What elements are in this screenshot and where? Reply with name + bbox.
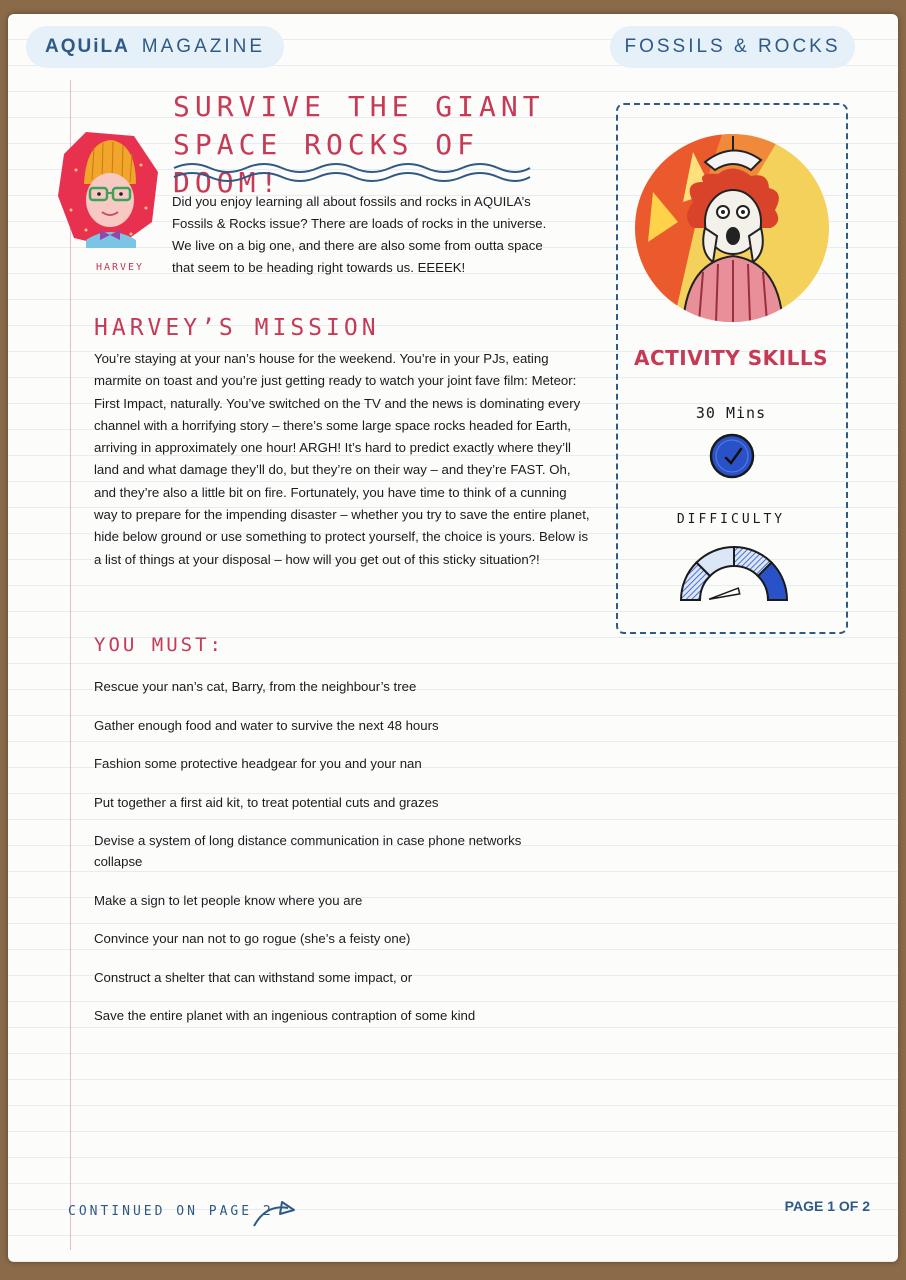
wave-divider-icon: [172, 160, 532, 184]
activity-skills-title: ACTIVITY SKILLS: [634, 346, 828, 370]
list-item: Rescue your nan’s cat, Barry, from the neighbour’s tree: [94, 679, 417, 694]
harvey-avatar-icon: [56, 130, 161, 260]
list-item: Put together a first aid kit, to treat potential cuts and grazes: [94, 794, 439, 810]
scared-character-illustration: [633, 132, 831, 324]
issue-topic: FOSSILS & ROCKS: [624, 36, 841, 57]
difficulty-gauge-icon: [677, 540, 791, 604]
mission-heading: HARVEY’S MISSION: [94, 315, 380, 341]
title-line-1: SURVIVE THE GIANT: [173, 90, 545, 123]
difficulty-label: DIFFICULTY: [676, 512, 786, 527]
magazine-brand-pill: [26, 26, 284, 68]
list-item: Make a sign to let people know where you are: [94, 892, 363, 908]
brand-name: AQUiLA: [44, 36, 130, 57]
page-title: [173, 88, 573, 202]
list-item: Devise a system of long distance communication in case phone networks collapse: [94, 833, 522, 869]
list-item: Construct a shelter that can withstand some impact, or: [94, 969, 413, 985]
activity-time: 30 Mins: [695, 404, 767, 422]
mission-paragraph: You’re staying at your nan’s house for the weekend. You’re in your PJs, eating marmite on toast and you’re just getting ready to watch your joint fave film: Meteor: First Impact, naturally. You’ve switched on the TV and the news is dominating every channel with a horrifying story – there’s some large space rocks headed for Earth, arriving in approximately one hour! ARGH! It’s hard to predict exactly where they’ll land and what damage they’ll do, but they’re on their way – and they’re FAST. Oh, and they’re also a little bit on fire. Fortunately, you have time to think of a cunning way to prepare for the impending disaster – whether you try to save the entire planet, hide below ground or use something to protect yourself, the choice is yours. Below is a list of things at your disposal – how will you get out of this sticky situation?!: [94, 351, 590, 567]
avatar-caption: HARVEY: [95, 262, 145, 273]
must-list: [94, 676, 564, 1044]
title-line-2: SPACE ROCKS OF DOOM!: [173, 128, 480, 199]
list-item: Gather enough food and water to survive the next 48 hours: [94, 717, 439, 733]
curved-arrow-icon: [250, 1196, 300, 1230]
intro-paragraph: Did you enjoy learning all about fossils and rocks in AQUILA’s Fossils & Rocks issue? There are loads of rocks in the universe. We live on a big one, and there are also some from outta space that seem to be heading right towards us. EEEEK!: [172, 194, 547, 275]
continued-on-page-2: CONTINUED ON PAGE 2: [68, 1204, 274, 1219]
list-item: Fashion some protective headgear for you and your nan: [94, 756, 422, 771]
must-heading: YOU MUST:: [94, 634, 224, 656]
clock-icon: [708, 432, 756, 480]
brand-suffix: MAGAZINE: [141, 36, 266, 57]
list-item: Convince your nan not to go rogue (she’s a feisty one): [94, 931, 411, 946]
issue-topic-pill: [610, 26, 855, 68]
page-number: PAGE 1 OF 2: [784, 1198, 870, 1214]
list-item: Save the entire planet with an ingenious contraption of some kind: [94, 1008, 476, 1023]
